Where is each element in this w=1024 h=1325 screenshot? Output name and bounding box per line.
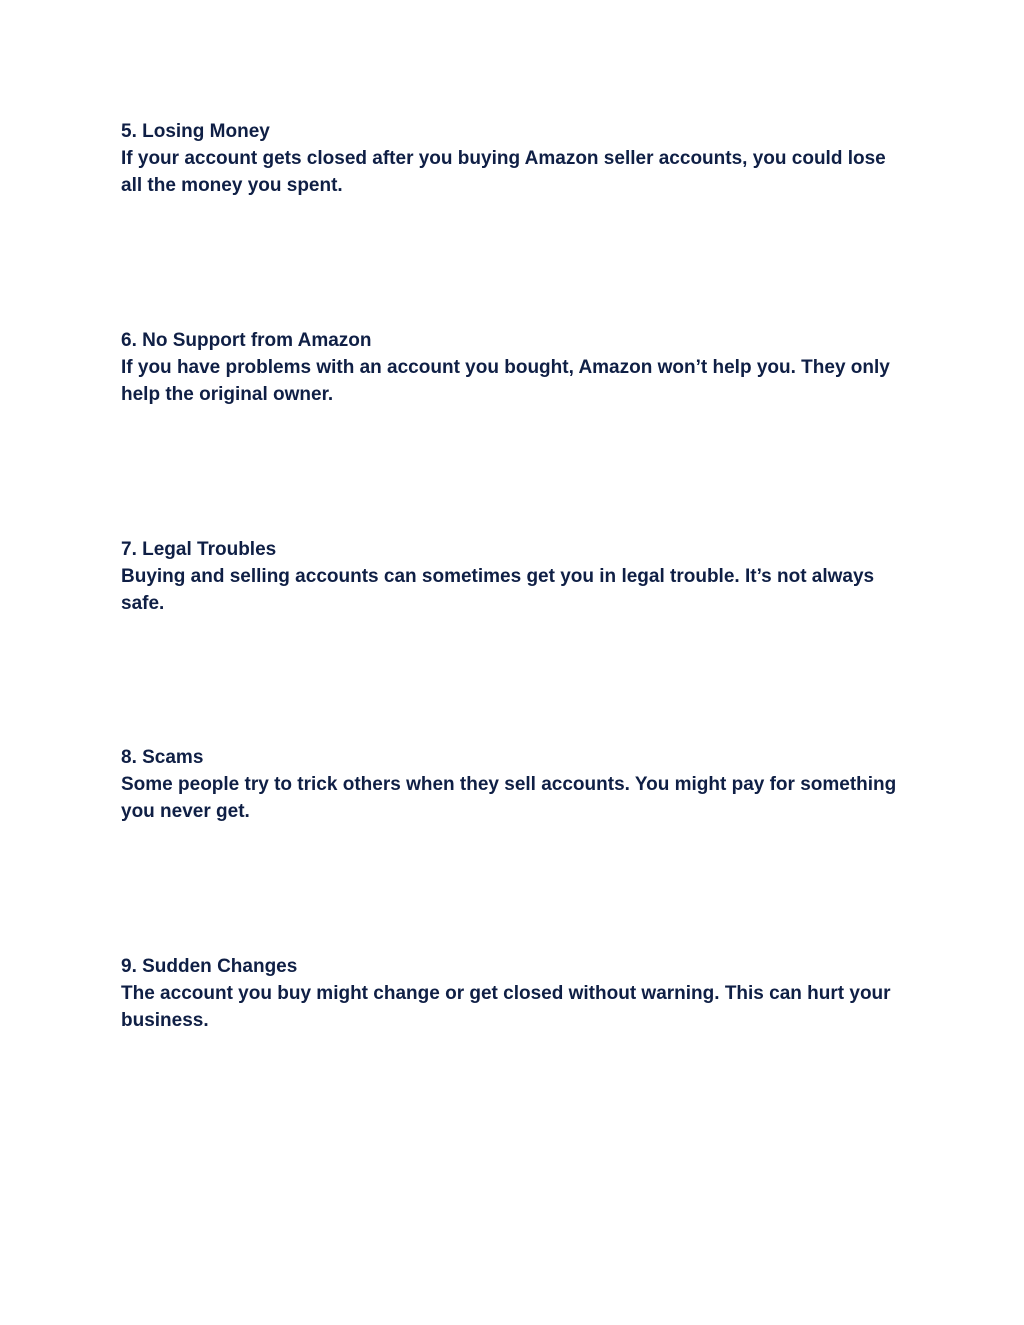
- section-body: Some people try to trick others when they sell accounts. You might pay for something you never get.: [121, 774, 897, 822]
- section-heading: 5. Losing Money: [121, 121, 270, 142]
- section-sudden-changes: [121, 953, 911, 1034]
- section-body: The account you buy might change or get closed without warning. This can hurt your business.: [121, 983, 891, 1031]
- section-heading: 7. Legal Troubles: [121, 539, 277, 560]
- section-heading: 8. Scams: [121, 747, 204, 768]
- section-body: Buying and selling accounts can sometimes get you in legal trouble. It’s not always safe.: [121, 566, 875, 614]
- section-heading: 9. Sudden Changes: [121, 956, 298, 977]
- section-body: If your account gets closed after you buying Amazon seller accounts, you could lose all the money you spent.: [121, 148, 886, 196]
- section-losing-money: [121, 118, 911, 199]
- section-legal-troubles: [121, 536, 911, 617]
- section-body: If you have problems with an account you bought, Amazon won’t help you. They only help the original owner.: [121, 357, 890, 405]
- section-heading: 6. No Support from Amazon: [121, 330, 372, 351]
- section-no-support: [121, 327, 911, 408]
- section-scams: [121, 744, 911, 825]
